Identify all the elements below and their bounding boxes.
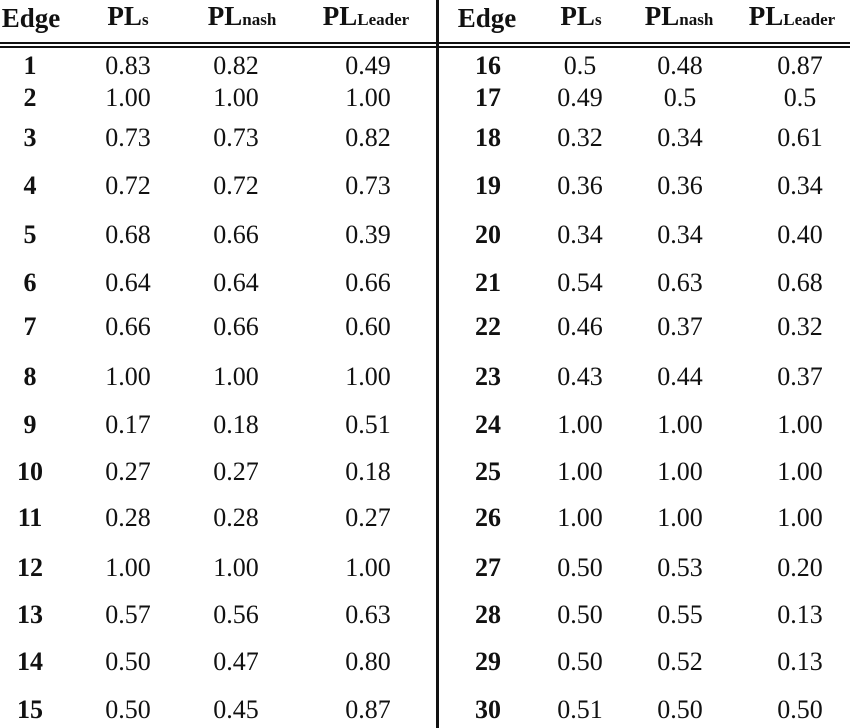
cell-pl-leader: 0.49: [345, 51, 391, 80]
cell-pl-leader: 0.50: [777, 695, 823, 724]
cell-edge: 16: [475, 51, 501, 80]
cell-pl-s: 0.50: [557, 647, 603, 676]
header-label: PL: [322, 1, 358, 31]
cell-pl-leader: 0.63: [345, 600, 391, 629]
cell-edge: 6: [23, 268, 37, 297]
cell-edge: 12: [17, 553, 43, 582]
cell-pl-s: 0.34: [557, 220, 603, 249]
header-label: PL: [644, 1, 680, 31]
cell-pl-leader: 0.73: [345, 171, 391, 200]
cell-edge: 11: [17, 503, 43, 532]
cell-pl-nash: 0.82: [213, 51, 259, 80]
cell-pl-s: 0.54: [557, 268, 603, 297]
cell-pl-nash: 0.50: [657, 695, 703, 724]
header-label: PL: [107, 1, 142, 31]
cell-edge: 1: [23, 51, 37, 80]
cell-pl-leader: 0.27: [345, 503, 391, 532]
cell-edge: 13: [17, 600, 43, 629]
cell-pl-s: 0.72: [105, 171, 151, 200]
header-subscript: s: [594, 10, 602, 29]
header-label: Edge: [457, 3, 517, 33]
cell-pl-leader: 0.40: [777, 220, 823, 249]
cell-edge: 26: [475, 503, 501, 532]
cell-pl-leader: 0.37: [777, 362, 823, 391]
cell-edge: 30: [475, 695, 501, 724]
header-subscript: Leader: [783, 10, 836, 29]
cell-pl-leader: 0.68: [777, 268, 823, 297]
cell-pl-s: 0.5: [563, 51, 597, 80]
header-rule: [0, 42, 850, 44]
cell-pl-nash: 1.00: [213, 553, 259, 582]
header-pl-leader-left: [323, 1, 409, 35]
cell-edge: 5: [23, 220, 37, 249]
cell-pl-leader: 0.32: [777, 312, 823, 341]
cell-pl-leader: 0.82: [345, 123, 391, 152]
cell-pl-s: 0.51: [557, 695, 603, 724]
cell-edge: 29: [475, 647, 501, 676]
cell-edge: 28: [475, 600, 501, 629]
cell-pl-s: 0.68: [105, 220, 151, 249]
cell-edge: 7: [23, 312, 37, 341]
cell-pl-leader: 0.18: [345, 457, 391, 486]
cell-edge: 15: [17, 695, 43, 724]
cell-pl-leader: 0.61: [777, 123, 823, 152]
header-subscript: nash: [679, 10, 714, 29]
cell-pl-s: 1.00: [105, 83, 151, 112]
cell-pl-nash: 0.72: [213, 171, 259, 200]
cell-pl-leader: 1.00: [777, 503, 823, 532]
cell-pl-s: 0.50: [557, 600, 603, 629]
header-subscript: s: [141, 10, 149, 29]
cell-pl-nash: 0.44: [657, 362, 703, 391]
cell-pl-s: 0.50: [105, 695, 151, 724]
cell-pl-s: 1.00: [105, 362, 151, 391]
cell-pl-s: 0.50: [557, 553, 603, 582]
cell-pl-s: 1.00: [557, 410, 603, 439]
cell-pl-s: 0.73: [105, 123, 151, 152]
cell-edge: 20: [475, 220, 501, 249]
header-rule-second: [0, 46, 850, 48]
header-pl-s-right: [560, 1, 601, 35]
cell-pl-s: 1.00: [557, 457, 603, 486]
cell-pl-s: 0.43: [557, 362, 603, 391]
cell-edge: 22: [475, 312, 501, 341]
cell-pl-nash: 0.5: [663, 83, 697, 112]
header-label: Edge: [1, 3, 61, 33]
cell-edge: 21: [475, 268, 501, 297]
cell-pl-leader: 1.00: [345, 553, 391, 582]
cell-edge: 3: [23, 123, 37, 152]
cell-pl-nash: 0.53: [657, 553, 703, 582]
cell-pl-nash: 0.45: [213, 695, 259, 724]
cell-pl-nash: 1.00: [657, 410, 703, 439]
cell-pl-nash: 0.48: [657, 51, 703, 80]
cell-pl-nash: 1.00: [657, 457, 703, 486]
cell-pl-leader: 0.51: [345, 410, 391, 439]
cell-pl-leader: 0.13: [777, 600, 823, 629]
header-edge-left: [2, 3, 61, 33]
cell-edge: 25: [475, 457, 501, 486]
header-label: PL: [560, 1, 595, 31]
header-label: PL: [748, 1, 784, 31]
header-subscript: Leader: [357, 10, 410, 29]
cell-pl-leader: 0.13: [777, 647, 823, 676]
cell-pl-nash: 0.28: [213, 503, 259, 532]
cell-pl-s: 0.36: [557, 171, 603, 200]
cell-pl-s: 0.64: [105, 268, 151, 297]
cell-pl-s: 0.57: [105, 600, 151, 629]
header-label: PL: [207, 1, 243, 31]
cell-pl-nash: 0.66: [213, 312, 259, 341]
header-pl-s-left: [107, 1, 148, 35]
cell-pl-nash: 0.18: [213, 410, 259, 439]
cell-pl-leader: 0.39: [345, 220, 391, 249]
cell-pl-nash: 0.56: [213, 600, 259, 629]
cell-edge: 9: [23, 410, 37, 439]
cell-pl-leader: 0.87: [345, 695, 391, 724]
cell-pl-nash: 0.47: [213, 647, 259, 676]
cell-pl-nash: 0.52: [657, 647, 703, 676]
cell-pl-s: 0.17: [105, 410, 151, 439]
cell-pl-s: 0.49: [557, 83, 603, 112]
cell-pl-nash: 1.00: [657, 503, 703, 532]
cell-pl-s: 0.46: [557, 312, 603, 341]
cell-pl-s: 0.28: [105, 503, 151, 532]
cell-edge: 18: [475, 123, 501, 152]
cell-pl-nash: 0.34: [657, 220, 703, 249]
header-pl-nash-right: [645, 1, 714, 35]
cell-pl-s: 0.32: [557, 123, 603, 152]
cell-pl-leader: 1.00: [777, 410, 823, 439]
cell-pl-nash: 0.66: [213, 220, 259, 249]
cell-pl-nash: 0.73: [213, 123, 259, 152]
cell-pl-nash: 1.00: [213, 83, 259, 112]
cell-pl-nash: 0.64: [213, 268, 259, 297]
cell-edge: 2: [23, 83, 37, 112]
cell-pl-s: 0.83: [105, 51, 151, 80]
cell-pl-leader: 1.00: [777, 457, 823, 486]
header-pl-nash-left: [208, 1, 277, 35]
cell-pl-leader: 0.80: [345, 647, 391, 676]
cell-pl-leader: 0.87: [777, 51, 823, 80]
cell-pl-nash: 0.27: [213, 457, 259, 486]
cell-pl-leader: 0.20: [777, 553, 823, 582]
cell-pl-s: 1.00: [557, 503, 603, 532]
cell-edge: 19: [475, 171, 501, 200]
cell-edge: 8: [23, 362, 37, 391]
cell-pl-leader: 0.66: [345, 268, 391, 297]
cell-edge: 14: [17, 647, 43, 676]
cell-pl-s: 0.66: [105, 312, 151, 341]
header-subscript: nash: [242, 10, 277, 29]
cell-edge: 27: [475, 553, 501, 582]
cell-pl-nash: 0.34: [657, 123, 703, 152]
header-pl-leader-right: [749, 1, 835, 35]
cell-edge: 4: [23, 171, 37, 200]
header-edge-right: [458, 3, 517, 33]
cell-pl-leader: 1.00: [345, 83, 391, 112]
cell-pl-leader: 1.00: [345, 362, 391, 391]
cell-pl-leader: 0.60: [345, 312, 391, 341]
cell-pl-s: 1.00: [105, 553, 151, 582]
cell-pl-nash: 0.36: [657, 171, 703, 200]
cell-pl-nash: 0.63: [657, 268, 703, 297]
cell-pl-nash: 1.00: [213, 362, 259, 391]
cell-pl-nash: 0.37: [657, 312, 703, 341]
cell-pl-s: 0.27: [105, 457, 151, 486]
cell-pl-nash: 0.55: [657, 600, 703, 629]
cell-pl-s: 0.50: [105, 647, 151, 676]
cell-edge: 24: [475, 410, 501, 439]
column-divider: [436, 0, 439, 728]
cell-pl-leader: 0.5: [783, 83, 817, 112]
cell-edge: 17: [475, 83, 501, 112]
cell-edge: 10: [17, 457, 43, 486]
cell-edge: 23: [475, 362, 501, 391]
cell-pl-leader: 0.34: [777, 171, 823, 200]
